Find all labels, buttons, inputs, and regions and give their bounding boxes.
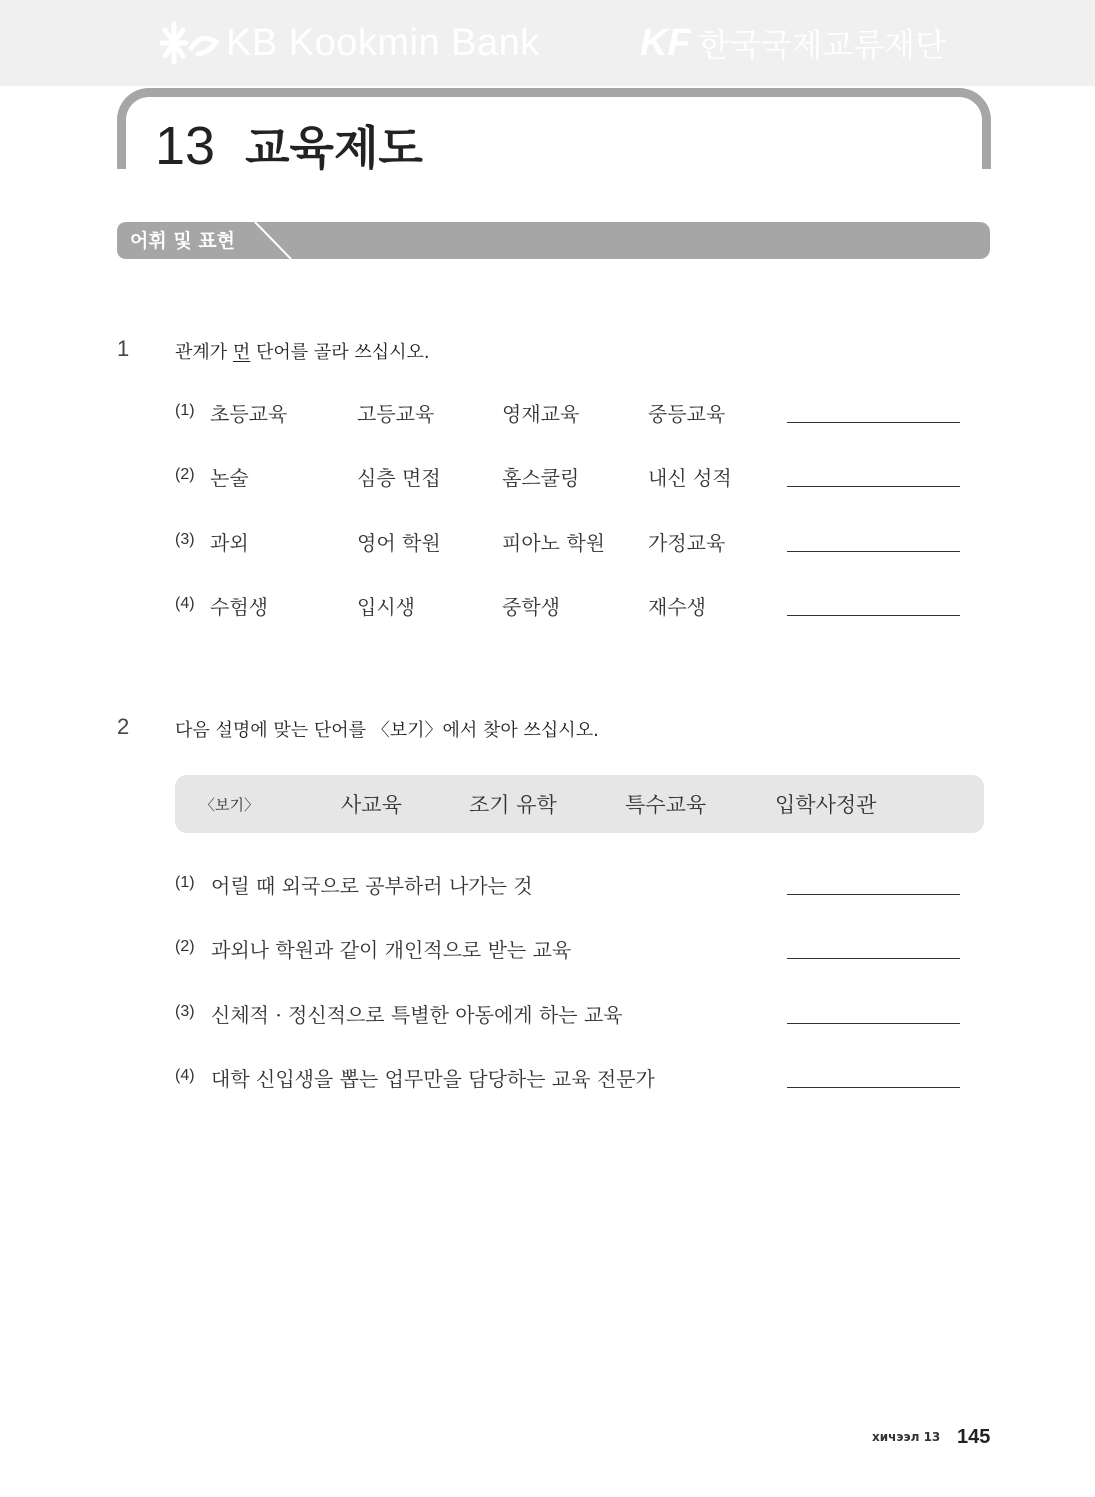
item-number: (2)	[175, 466, 195, 483]
word-option: 입시생	[357, 595, 415, 619]
q2-row-3	[175, 999, 965, 1029]
answer-blank[interactable]	[787, 1023, 960, 1024]
q1-row-2	[175, 462, 965, 492]
description-text: 어릴 때 외국으로 공부하러 나가는 것	[211, 874, 533, 898]
footer-lesson-label: хичээл 13	[872, 1430, 941, 1444]
q2-row-4	[175, 1063, 965, 1093]
word-option: 재수생	[648, 595, 706, 619]
q1-row-1	[175, 398, 965, 428]
question-2-text: 다음 설명에 맞는 단어를 〈보기〉에서 찾아 쓰십시오.	[175, 720, 599, 741]
item-number: (3)	[175, 531, 195, 548]
chapter-title: 교육제도	[245, 121, 423, 175]
answer-blank[interactable]	[787, 615, 960, 616]
chapter-heading	[155, 112, 423, 178]
word-option: 초등교육	[210, 402, 288, 426]
example-word: 입학사정관	[775, 793, 877, 817]
word-option: 피아노 학원	[502, 531, 605, 555]
item-number: (4)	[175, 595, 195, 612]
kf-logo: KF	[640, 21, 691, 64]
item-number: (4)	[175, 1067, 195, 1084]
kb-star-logo-icon	[160, 20, 220, 66]
item-number: (1)	[175, 402, 195, 419]
word-option: 내신 성적	[648, 466, 732, 490]
description-text: 대학 신입생을 뽑는 업무만을 담당하는 교육 전문가	[211, 1067, 655, 1091]
answer-blank[interactable]	[787, 422, 960, 423]
question-1-text-before: 관계가	[175, 342, 233, 363]
word-option: 심층 면접	[357, 466, 441, 490]
question-1-text-after: 단어를 골라 쓰십시오.	[250, 342, 430, 363]
watermark-banner	[0, 0, 1095, 86]
example-box	[175, 775, 984, 833]
example-word: 특수교육	[625, 793, 707, 817]
q2-row-1	[175, 870, 965, 900]
question-2-number: 2	[117, 714, 130, 739]
answer-blank[interactable]	[787, 486, 960, 487]
answer-blank[interactable]	[787, 958, 960, 959]
page-number: 145	[957, 1426, 991, 1448]
description-text: 과외나 학원과 같이 개인적으로 받는 교육	[211, 938, 572, 962]
item-number: (2)	[175, 938, 195, 955]
q1-row-4	[175, 591, 965, 621]
item-number: (1)	[175, 874, 195, 891]
word-option: 홈스쿨링	[502, 466, 580, 490]
foundation-watermark	[640, 20, 946, 66]
example-word: 사교육	[341, 793, 402, 817]
question-1-number: 1	[117, 336, 130, 361]
answer-blank[interactable]	[787, 551, 960, 552]
word-option: 중등교육	[648, 402, 726, 426]
chapter-number: 13	[155, 116, 216, 176]
description-text: 신체적 · 정신적으로 특별한 아동에게 하는 교육	[211, 1003, 623, 1027]
foundation-name: 한국국제교류재단	[698, 26, 946, 64]
bank-name: KB Kookmin Bank	[226, 21, 540, 64]
example-word: 조기 유학	[469, 793, 557, 817]
word-option: 가정교육	[648, 531, 726, 555]
word-option: 영재교육	[502, 402, 580, 426]
q2-row-2	[175, 934, 965, 964]
bank-watermark	[160, 20, 540, 66]
answer-blank[interactable]	[787, 1087, 960, 1088]
word-option: 수험생	[210, 595, 268, 619]
question-1-underlined-word: 먼	[232, 342, 251, 363]
section-label: 어휘 및 표현	[130, 230, 235, 252]
q1-row-3	[175, 527, 965, 557]
word-option: 중학생	[502, 595, 560, 619]
question-1-text	[175, 338, 430, 364]
word-option: 과외	[210, 531, 249, 555]
word-option: 고등교육	[357, 402, 435, 426]
section-bar	[117, 222, 990, 259]
item-number: (3)	[175, 1003, 195, 1020]
word-option: 논술	[210, 466, 249, 490]
word-option: 영어 학원	[357, 531, 441, 555]
example-box-label: 〈보기〉	[200, 796, 259, 814]
answer-blank[interactable]	[787, 894, 960, 895]
